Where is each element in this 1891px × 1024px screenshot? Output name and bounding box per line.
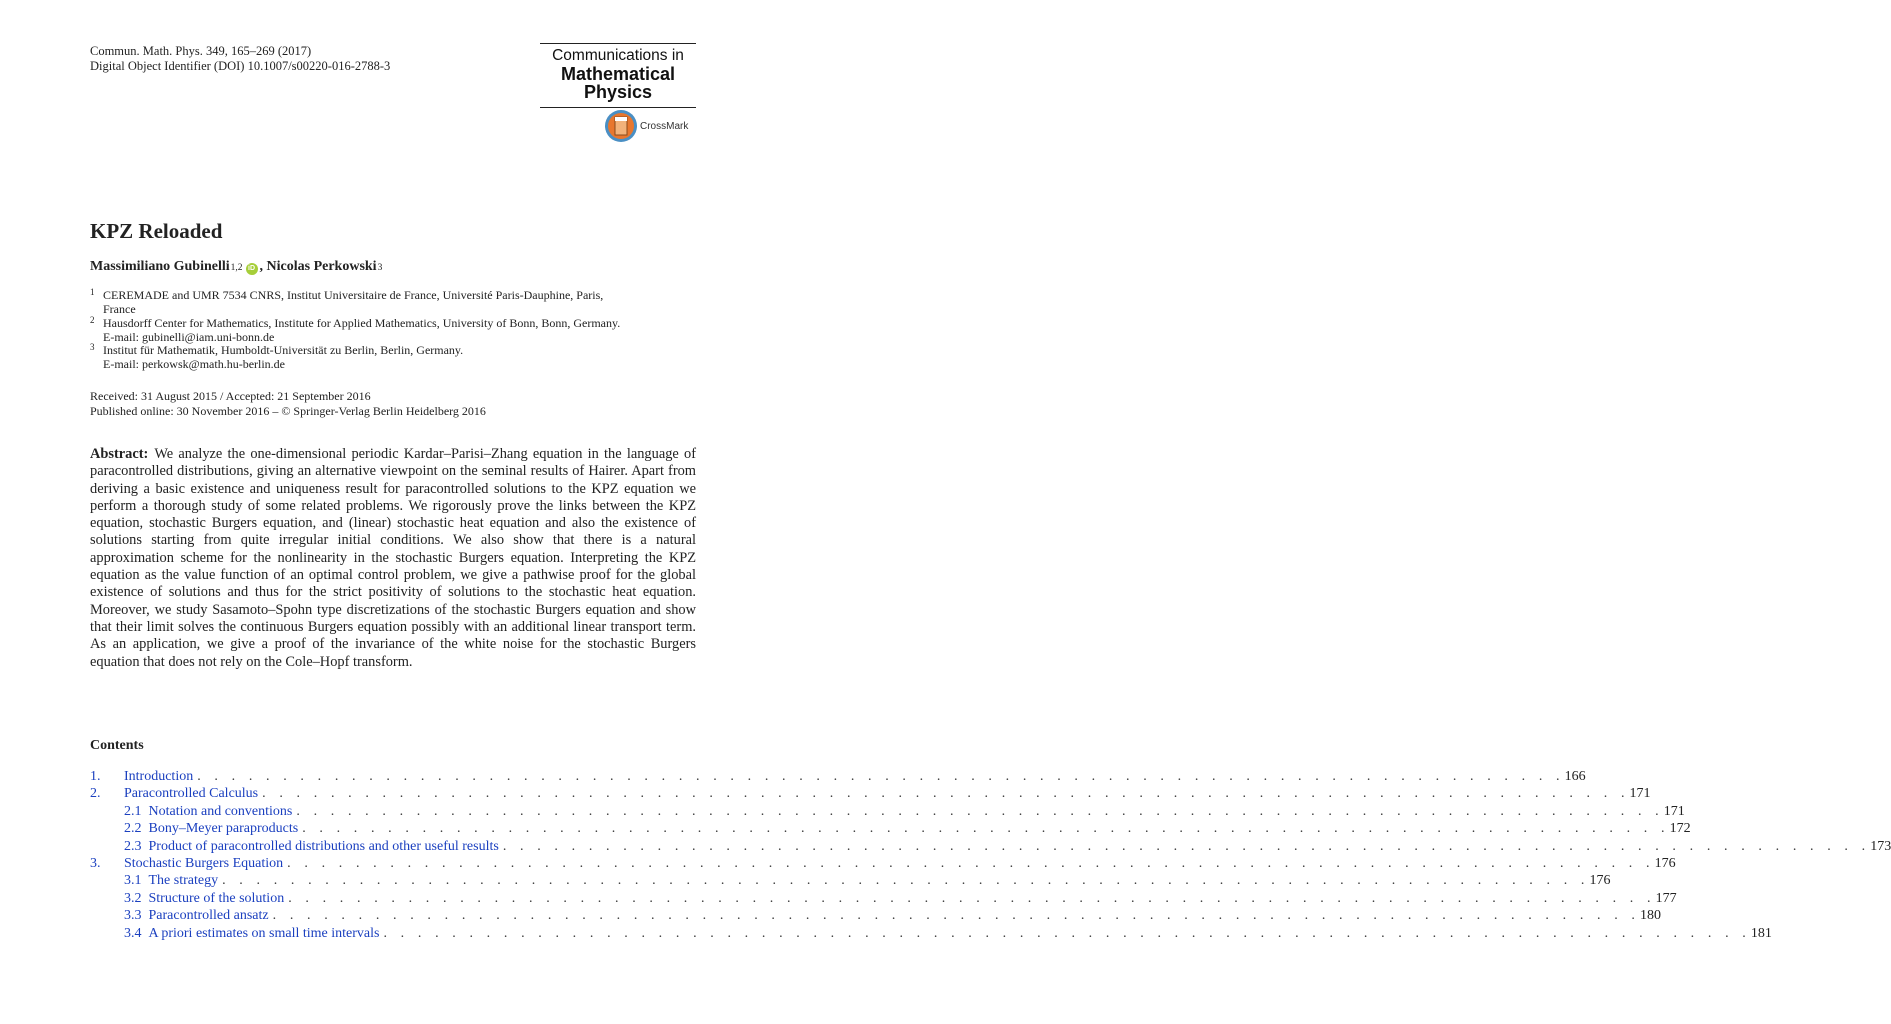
- author-1-affil: 1,2: [230, 263, 243, 273]
- affiliation-number: 1: [90, 287, 95, 297]
- crossmark-icon: [604, 109, 638, 143]
- affiliation-email[interactable]: E-mail: perkowsk@math.hu-berlin.de: [103, 357, 286, 371]
- table-of-contents: [90, 768, 1891, 942]
- crossmark-badge[interactable]: [604, 109, 688, 143]
- author-2: Nicolas Perkowski: [266, 259, 377, 274]
- toc-entry[interactable]: [90, 785, 1651, 802]
- brand-line-3: Physics: [583, 82, 653, 102]
- toc-entry-label[interactable]: Stochastic Burgers Equation: [124, 855, 284, 871]
- published-date: Published online: 30 November 2016 – © Springer-Verlag Berlin Heidelberg 2016: [90, 404, 486, 418]
- toc-entry-number[interactable]: 3.3: [124, 908, 142, 924]
- toc-dot-leader: . . . . . . . . . . . . . . . . . . . . . . . . . . . . . . . . . . . . . . . . . . . . . . . . . . . . . . . . . . . . . . . . . . . . . . . . . . . . . . . .: [383, 925, 1751, 941]
- affiliation-number: 3: [90, 342, 95, 352]
- author-2-affil: 3: [377, 263, 383, 273]
- toc-entry[interactable]: [90, 820, 1691, 837]
- brand-line-2: Mathematical: [560, 64, 676, 84]
- toc-page-number: 180: [1640, 908, 1662, 924]
- affiliation-3: [90, 343, 696, 371]
- journal-citation: Commun. Math. Phys. 349, 165–269 (2017): [90, 44, 312, 58]
- brand-line-1: Communications in: [552, 47, 684, 64]
- toc-entry-number[interactable]: 2.: [90, 786, 101, 802]
- toc-entry-label[interactable]: Paracontrolled ansatz: [148, 908, 269, 924]
- toc-page-number: 177: [1655, 890, 1677, 906]
- contents-heading: Contents: [90, 738, 144, 753]
- journal-brand: [540, 43, 696, 108]
- toc-entry[interactable]: [90, 855, 1676, 872]
- toc-page-number: 171: [1629, 786, 1651, 802]
- toc-entry-label[interactable]: The strategy: [148, 873, 219, 889]
- toc-page-number: 166: [1564, 769, 1586, 784]
- toc-dot-leader: . . . . . . . . . . . . . . . . . . . . . . . . . . . . . . . . . . . . . . . . . . . . . . . . . . . . . . . . . . . . . . . . . . . . . . . . . . . . . . . .: [287, 855, 1655, 871]
- author-separator: ,: [259, 259, 267, 274]
- toc-entry-number[interactable]: 1.: [90, 769, 101, 784]
- toc-entry-number[interactable]: 2.3: [124, 838, 142, 854]
- toc-entry[interactable]: [90, 768, 1586, 785]
- toc-dot-leader: . . . . . . . . . . . . . . . . . . . . . . . . . . . . . . . . . . . . . . . . . . . . . . . . . . . . . . . . . . . . . . . . . . . . . . . . . . . . . . . .: [272, 908, 1641, 924]
- abstract: [90, 446, 696, 671]
- brand-rule-bottom: [540, 107, 696, 108]
- affiliation-email[interactable]: E-mail: gubinelli@iam.uni-bonn.de: [103, 330, 275, 344]
- affiliation-line: Institut für Mathematik, Humboldt-Universität zu Berlin, Berlin, Germany.: [103, 343, 464, 357]
- toc-entry[interactable]: [90, 838, 1891, 855]
- toc-entry[interactable]: [90, 925, 1772, 942]
- toc-entry-label[interactable]: Bony–Meyer paraproducts: [148, 821, 299, 837]
- abstract-label: Abstract:: [90, 446, 149, 462]
- toc-dot-leader: . . . . . . . . . . . . . . . . . . . . . . . . . . . . . . . . . . . . . . . . . . . . . . . . . . . . . . . . . . . . . . . . . . . . . . . . . . . . . . . .: [296, 803, 1664, 819]
- toc-page-number: 171: [1663, 803, 1685, 819]
- author-line: [90, 259, 382, 275]
- toc-entry-number[interactable]: 3.4: [124, 925, 142, 941]
- toc-dot-leader: . . . . . . . . . . . . . . . . . . . . . . . . . . . . . . . . . . . . . . . . . . . . . . . . . . . . . . . . . . . . . . . . . . . . . . . . . . . . . . . .: [502, 838, 1871, 854]
- affiliation-number: 2: [90, 315, 95, 325]
- toc-page-number: 172: [1669, 821, 1691, 837]
- received-date: Received: 31 August 2015 / Accepted: 21 September 2016: [90, 389, 371, 403]
- toc-entry-label[interactable]: Product of paracontrolled distributions and other useful results: [148, 838, 499, 854]
- toc-entry-label[interactable]: Paracontrolled Calculus: [124, 786, 259, 802]
- toc-entry-number[interactable]: 3.: [90, 855, 101, 871]
- toc-entry-label[interactable]: Structure of the solution: [148, 890, 285, 906]
- toc-entry[interactable]: [90, 872, 1611, 889]
- toc-entry[interactable]: [90, 907, 1662, 924]
- toc-entry-label[interactable]: Introduction: [124, 769, 194, 784]
- toc-page-number: 181: [1750, 925, 1772, 941]
- doi-line: Digital Object Identifier (DOI) 10.1007/s00220-016-2788-3: [90, 59, 391, 73]
- orcid-icon[interactable]: iD: [246, 263, 258, 275]
- toc-entry-label[interactable]: A priori estimates on small time intervals: [148, 925, 380, 941]
- affiliation-2: [90, 316, 696, 344]
- toc-page-number: 176: [1654, 855, 1676, 871]
- affiliation-line: France: [103, 302, 136, 316]
- toc-entry-number[interactable]: 2.2: [124, 821, 142, 837]
- toc-dot-leader: . . . . . . . . . . . . . . . . . . . . . . . . . . . . . . . . . . . . . . . . . . . . . . . . . . . . . . . . . . . . . . . . . . . . . . . . . . . . . . . .: [302, 821, 1670, 837]
- affiliation-line: CEREMADE and UMR 7534 CNRS, Institut Universitaire de France, Université Paris-Dauphine, Paris,: [103, 288, 604, 302]
- brand-rule-top: [540, 43, 696, 44]
- toc-entry-number[interactable]: 2.1: [124, 803, 142, 819]
- toc-dot-leader: . . . . . . . . . . . . . . . . . . . . . . . . . . . . . . . . . . . . . . . . . . . . . . . . . . . . . . . . . . . . . . . . . . . . . . . . . . . . . . . .: [262, 786, 1630, 802]
- publication-dates: [90, 389, 486, 419]
- toc-entry[interactable]: [90, 890, 1677, 907]
- toc-page-number: 173: [1870, 838, 1891, 854]
- toc-dot-leader: . . . . . . . . . . . . . . . . . . . . . . . . . . . . . . . . . . . . . . . . . . . . . . . . . . . . . . . . . . . . . . . . . . . . . . . . . . . . . . . .: [222, 873, 1590, 889]
- toc-dot-leader: . . . . . . . . . . . . . . . . . . . . . . . . . . . . . . . . . . . . . . . . . . . . . . . . . . . . . . . . . . . . . . . . . . . . . . . . . . . . . . . .: [197, 769, 1565, 784]
- author-1: Massimiliano Gubinelli: [90, 259, 230, 274]
- crossmark-label: CrossMark: [640, 120, 689, 132]
- toc-page-number: 176: [1589, 873, 1611, 889]
- toc-dot-leader: . . . . . . . . . . . . . . . . . . . . . . . . . . . . . . . . . . . . . . . . . . . . . . . . . . . . . . . . . . . . . . . . . . . . . . . . . . . . . . . .: [288, 890, 1656, 906]
- abstract-text: We analyze the one-dimensional periodic Kardar–Parisi–Zhang equation in the language of paracontrolled distributions, giving an alternative viewpoint on the seminal results of Hairer. Apart from deriving a basic existence and uniqueness result for paracontrolled solutions to the KPZ equation we perform a thorough study of some related problems. We rigorously prove the links between the KPZ equation, stochastic Burgers equation, and (linear) stochastic heat equation and also the existence of solutions starting from quite irregular initial conditions. We also show that there is a natural approximation scheme for the nonlinearity in the stochastic Burgers equation. Interpreting the KPZ equation as the value function of an optimal control problem, we give a pathwise proof for the global existence of solutions and thus for the strict positivity of solutions to the stochastic heat equation. Moreover, we study Sasamoto–Spohn type discretizations of the stochastic Burgers equation and show that their limit solves the continuous Burgers equation possibly with an additional linear transport term. As an application, we give a proof of the invariance of the white noise for the stochastic Burgers equation that does not rely on the Cole–Hopf transform.: [90, 446, 696, 670]
- affiliation-1: [90, 288, 696, 316]
- paper-title: KPZ Reloaded: [90, 219, 223, 243]
- affiliation-line: Hausdorff Center for Mathematics, Institute for Applied Mathematics, University of Bonn, Bonn, Germany.: [103, 316, 621, 330]
- toc-entry-number[interactable]: 3.2: [124, 890, 142, 906]
- toc-entry[interactable]: [90, 803, 1685, 820]
- toc-entry-number[interactable]: 3.1: [124, 873, 142, 889]
- toc-entry-label[interactable]: Notation and conventions: [148, 803, 293, 819]
